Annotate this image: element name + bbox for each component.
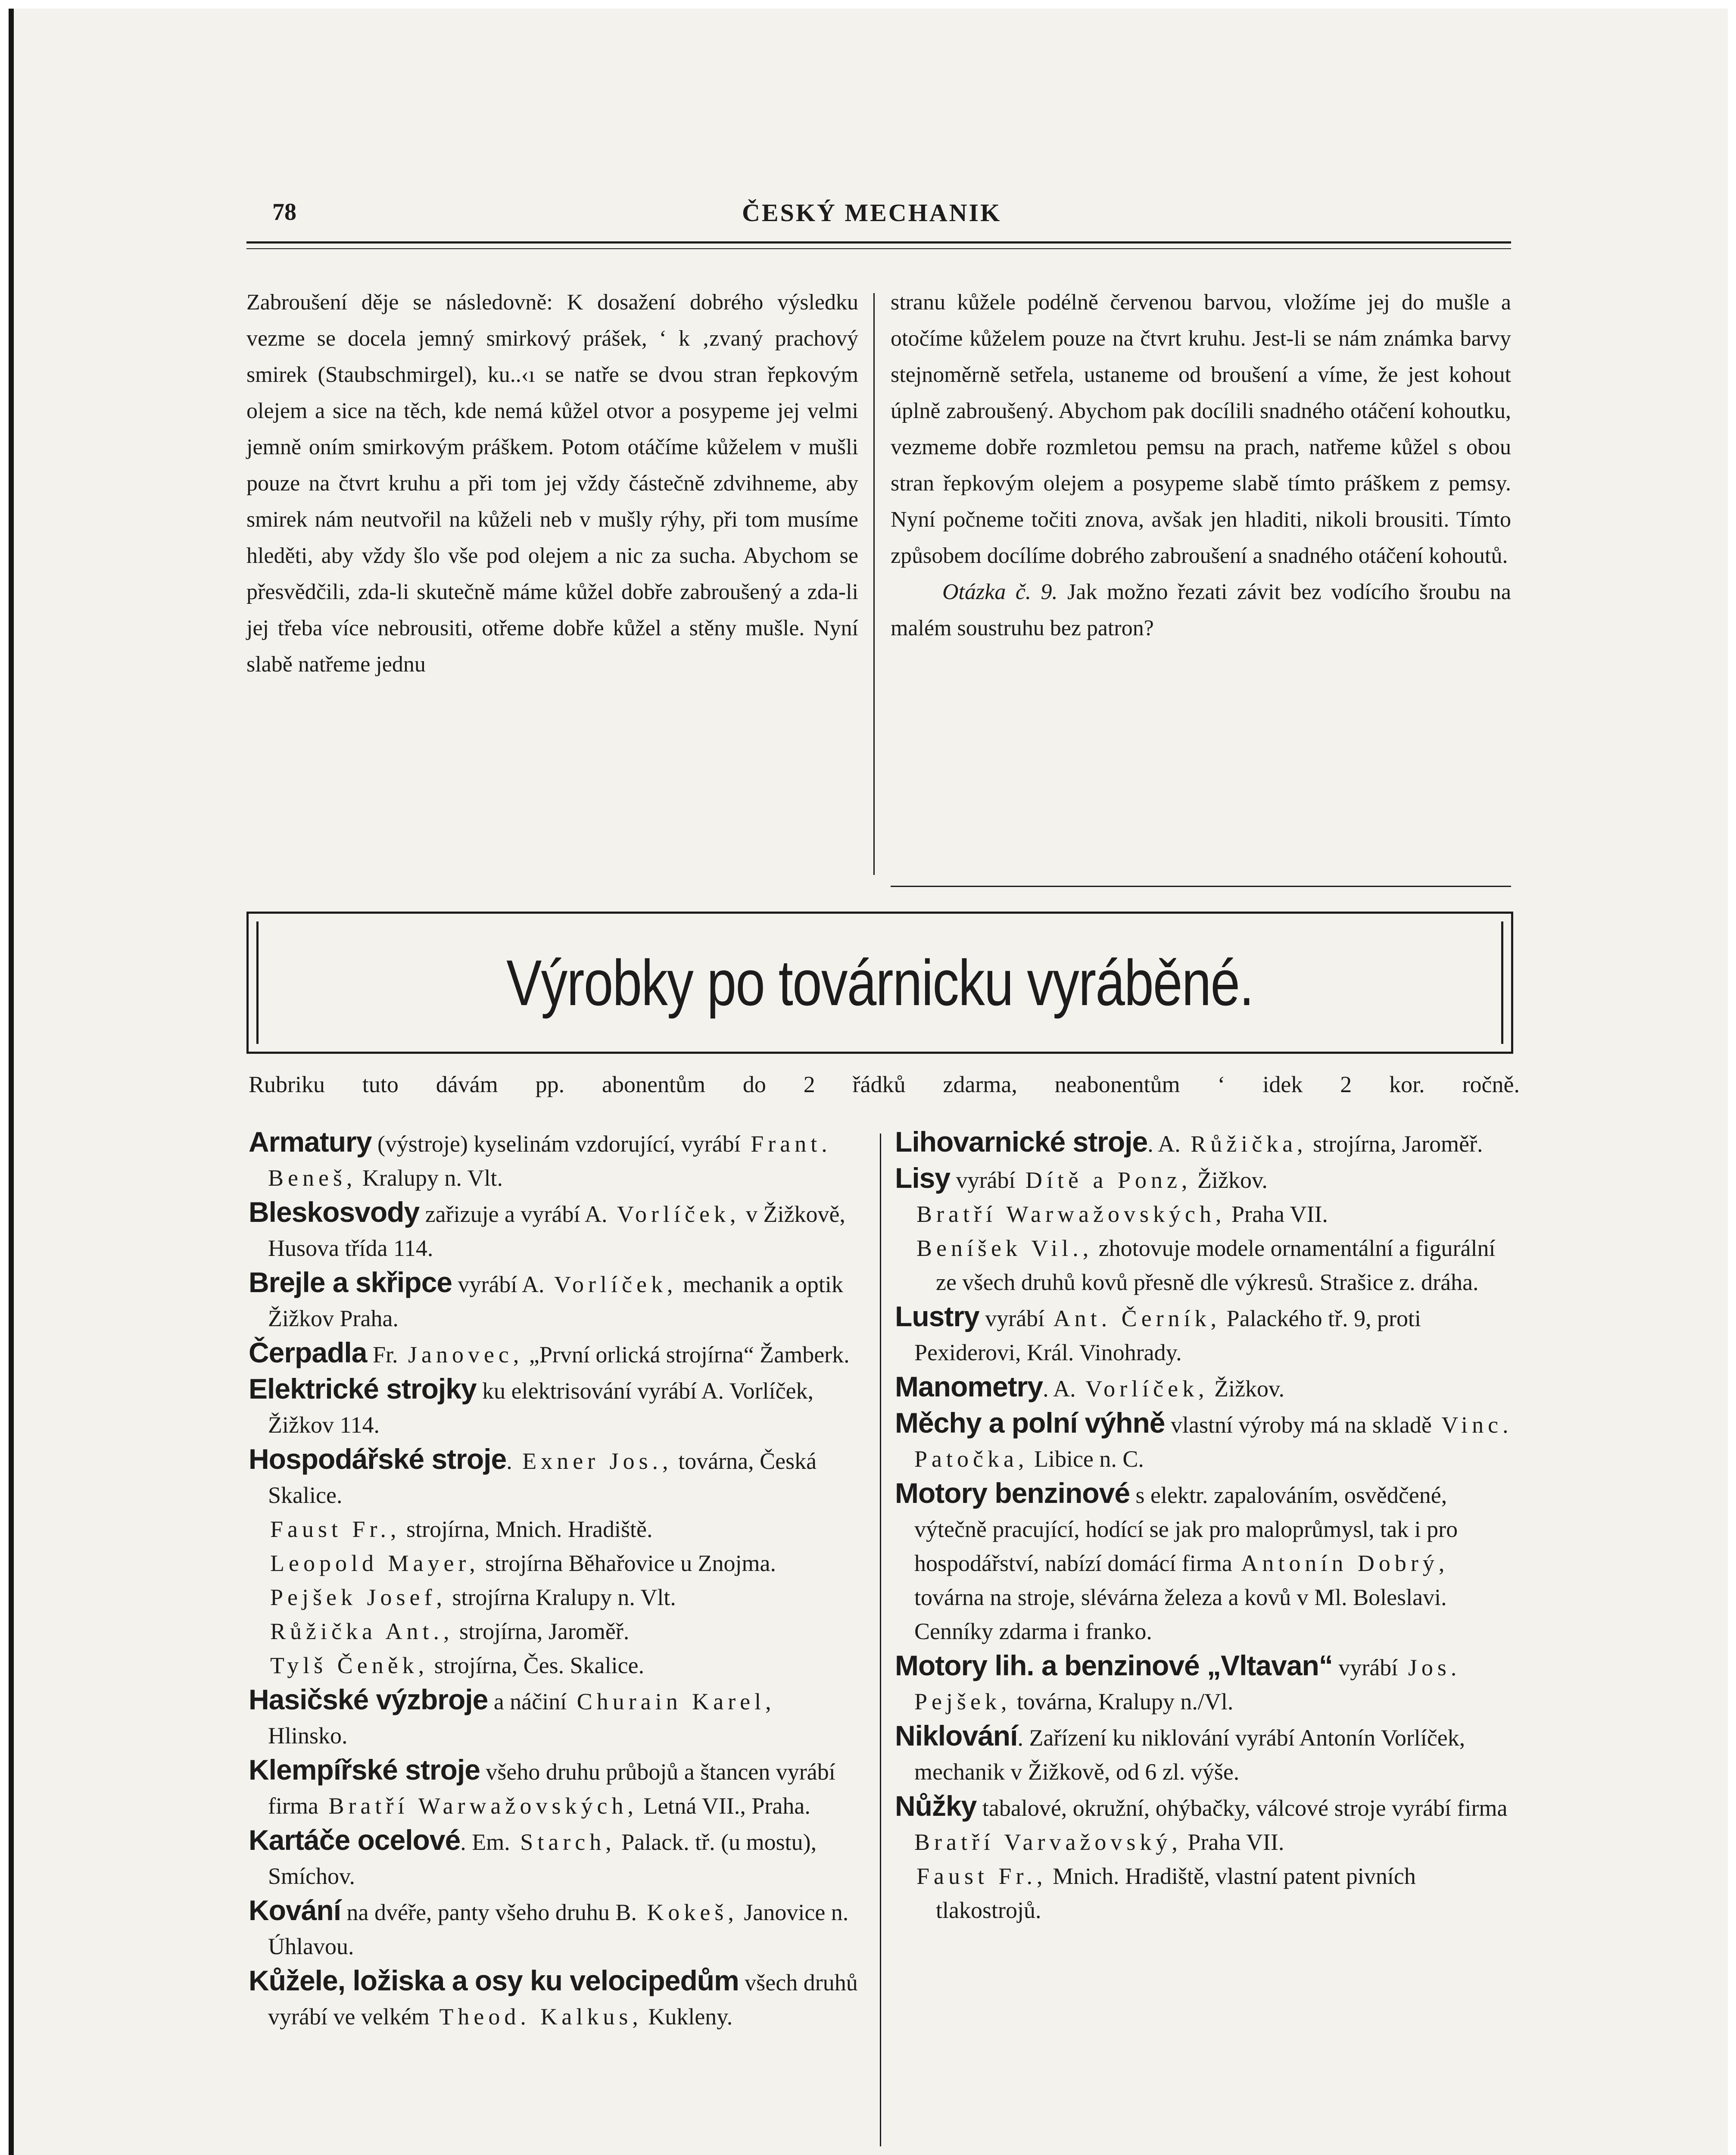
entry-text: vyrábí (1332, 1655, 1398, 1680)
entry-text: všech druhů vyrábí ve velkém (268, 1970, 858, 2030)
directory-entry (249, 1683, 860, 1753)
entry-keyword: Čerpadla (249, 1337, 367, 1368)
column-divider (873, 293, 875, 875)
entry-text: zařizuje a vyrábí A. (419, 1201, 608, 1227)
article-end-rule (891, 886, 1511, 887)
directory-entry (895, 1299, 1515, 1370)
rubrika-note: Rubriku tuto dávám pp. abonentům do 2 řádků zdarma, neabonentům ‘ idek 2 kor. ročně. (249, 1071, 1520, 1097)
entry-text: ku elektrisování vyrábí A. Vorlíček, Žižkov 114. (268, 1378, 814, 1438)
entry-details: Janovice n. Úhlavou. (268, 1899, 849, 1959)
entry-text: . A. (1043, 1376, 1076, 1402)
entry-details: Mnich. Hradiště, vlastní patent pivních tlakostrojů. (936, 1863, 1416, 1923)
directory-entry (895, 1161, 1515, 1197)
article-left-column (246, 284, 858, 683)
entry-firm: Exner Jos., (512, 1448, 673, 1474)
entry-keyword: Lisy (895, 1162, 951, 1194)
entry-firm: Leopold Mayer, (270, 1550, 480, 1576)
entry-details: zhotovuje modele ornamentální a figurální ze všech druhů kovů přesně dle výkresů. Strašice z. dráha. (936, 1235, 1496, 1295)
entry-text: . A. (1147, 1131, 1181, 1157)
directory-entry (895, 1370, 1515, 1406)
article-right-text: stranu kůžele podélně červenou barvou, vložíme jej do mušle a otočíme kůželem pouze na čtvrt kruhu. Jest-li se nám známka barvy stejnoměrně setřela, ustaneme od broušení a víme, že jest kohout úplně zabroušený. Abychom pak docílili snadného otáčení kohoutku, vezmeme dobře rozmletou pemsu na prach, natřeme kůžel s obou stran řepkovým olejem a posypeme slabě tímto práškem z pemsy. Nyní počneme točiti znova, avšak jen hladiti, nikoli brousiti. Tímto způsobem docílíme dobrého zabroušení a snadného otáčení kohoutů. (891, 290, 1511, 568)
question (891, 574, 1511, 646)
entry-keyword: Nůžky (895, 1790, 977, 1822)
entry-keyword: Kování (249, 1894, 341, 1926)
entry-firm: Vorlíček, (1075, 1376, 1209, 1402)
entry-details: továrna, Česká Skalice. (268, 1448, 817, 1508)
entry-firm: Vorlíček, (607, 1201, 740, 1227)
entry-firm: Vinc. Patočka, (914, 1412, 1513, 1472)
entry-text: vlastní výroby má na skladě (1165, 1412, 1432, 1438)
entry-keyword: Motory benzinové (895, 1477, 1130, 1509)
entry-text: . (506, 1448, 512, 1474)
entry-firm: Ant. Černík, (1044, 1305, 1221, 1331)
entry-details: strojírna, Mnich. Hradiště. (400, 1516, 653, 1542)
directory-entry (249, 1336, 860, 1372)
directory-entry (249, 1265, 860, 1336)
entry-details: továrna, Kralupy n./Vl. (1011, 1689, 1234, 1715)
directory-entry (895, 1197, 1515, 1231)
entry-text: a náčiní (488, 1689, 567, 1715)
entry-details: Palack. tř. (u mostu), Smíchov. (268, 1829, 817, 1889)
entry-firm: Bratří Warwažovských, (318, 1793, 638, 1819)
section-banner (246, 912, 1513, 1054)
directory-entry (895, 1476, 1515, 1649)
entry-keyword: Hasičské výzbroje (249, 1683, 488, 1715)
entry-details: strojírna, Čes. Skalice. (428, 1652, 645, 1678)
directory-entry (249, 1546, 860, 1580)
directory-left-column (249, 1125, 860, 2034)
entry-keyword: Měchy a polní výhně (895, 1407, 1165, 1439)
entry-keyword: Manometry (895, 1371, 1043, 1402)
entry-text: . Zařízení ku niklování vyrábí Antonín Vorlíček, mechanik v Žižkově, od 6 zl. výše. (914, 1725, 1465, 1785)
entry-firm: Růžička Ant., (270, 1618, 454, 1644)
directory-entry (895, 1789, 1515, 1859)
entry-details: v Žižkově, Husova třída 114. (268, 1201, 845, 1261)
entry-details: strojírna, Jaroměř. (1307, 1131, 1483, 1157)
directory-divider (880, 1134, 881, 2146)
page-number: 78 (272, 199, 296, 225)
entry-text: Fr. (367, 1342, 398, 1368)
directory-entry (249, 1893, 860, 1964)
entry-details: Praha VII. (1225, 1201, 1328, 1227)
entry-keyword: Kůžele, ložiska a osy ku velocipedům (249, 1964, 739, 1996)
directory-entry (895, 1859, 1515, 1927)
entry-details: Libice n. C. (1028, 1446, 1144, 1472)
entry-details: Žižkov. (1208, 1376, 1285, 1402)
entry-text: vyrábí A. (452, 1271, 545, 1297)
entry-keyword: Bleskosvody (249, 1196, 420, 1228)
entry-details: Praha VII. (1181, 1829, 1284, 1855)
entry-firm: Vorlíček, (544, 1271, 677, 1297)
entry-details: Palackého tř. 9, proti Pexiderovi, Král. Vinohrady. (914, 1305, 1421, 1365)
entry-details: Letná VII., Praha. (637, 1793, 810, 1819)
entry-details: Kralupy n. Vlt. (356, 1165, 503, 1191)
directory-entry (249, 1512, 860, 1546)
question-label: Otázka č. 9. (942, 580, 1058, 604)
entry-firm: Kokeš, (636, 1899, 738, 1925)
section-banner-inner (256, 921, 1503, 1044)
entry-details: Hlinsko. (268, 1723, 348, 1749)
entry-text: (výstroje) kyselinám vzdorující, vyrábí (371, 1131, 741, 1157)
entry-keyword: Kartáče ocelové (249, 1824, 461, 1856)
entry-firm: Faust Fr., (270, 1516, 401, 1542)
article-right-column (891, 284, 1511, 646)
directory-entry (249, 1964, 860, 2034)
entry-text: tabalové, okružní, ohýbačky, válcové stroje vyrábí firma (976, 1795, 1508, 1821)
question-text: Jak možno řezati závit bez vodícího šroubu na malém soustruhu bez patron? (891, 580, 1511, 640)
directory-entry (895, 1231, 1515, 1299)
entry-firm: Pejšek Josef, (270, 1584, 446, 1610)
entry-firm: Theod. Kalkus, (429, 2004, 642, 2030)
section-title: Výrobky po továrnicku vyráběné. (506, 946, 1253, 1019)
entry-firm: Frant. Beneš, (268, 1131, 832, 1191)
entry-keyword: Klempířské stroje (249, 1754, 480, 1786)
entry-text: vyrábí (979, 1305, 1045, 1331)
entry-text: vyrábí (950, 1167, 1016, 1193)
directory-entry (249, 1372, 860, 1442)
entry-firm: Dítě a Ponz, (1015, 1167, 1192, 1193)
entry-details: továrna na stroje, slévárna železa a kovů v Ml. Boleslavi. Cenníky zdarma i franko. (914, 1584, 1447, 1644)
entry-firm: Jos. Pejšek, (914, 1655, 1461, 1715)
directory-entry (249, 1580, 860, 1615)
journal-title: ČESKÝ MECHANIK (742, 199, 1002, 227)
entry-keyword: Armatury (249, 1126, 372, 1158)
entry-keyword: Lustry (895, 1300, 979, 1332)
directory-entry (895, 1649, 1515, 1719)
entry-firm: Faust Fr., (916, 1863, 1047, 1889)
entry-details: strojírna, Jaroměř. (453, 1618, 630, 1644)
header-rule-bottom (246, 248, 1511, 249)
entry-text: všeho druhu průbojů a štancen vyrábí firma (268, 1759, 835, 1819)
entry-firm: Starch, (510, 1829, 616, 1855)
entry-firm: Tylš Čeněk, (270, 1652, 429, 1678)
entry-firm: Bratří Varvažovský, (914, 1829, 1182, 1855)
entry-firm: Antonín Dobrý, (1232, 1550, 1449, 1576)
entry-keyword: Elektrické strojky (249, 1373, 477, 1405)
entry-keyword: Motory lih. a benzinové „Vltavan“ (895, 1649, 1333, 1681)
entry-text: s elektr. zapalováním, osvědčené, výtečně pracující, hodící se jak pro maloprůmysl, tak i pro hospodářství, nabízí domácí firma (914, 1482, 1458, 1576)
directory-entry (249, 1649, 860, 1683)
entry-details: strojírna Běhařovice u Znojma. (479, 1550, 776, 1576)
directory-entry (249, 1615, 860, 1649)
entry-text: . Em. (460, 1829, 510, 1855)
article-left-text: Zabroušení děje se následovně: K dosažení dobrého výsledku vezme se docela jemný smirkový prášek, ‘ k ‚zvaný prachový smirek (Staubschmirgel), ku..‹ı se natře se dvou stran řepkovým olejem a sice na těch, kde nemá kůžel otvor a posypeme jej velmi jemně oním smirkovým práškem. Potom otáčíme kůželem v mušli pouze na čtvrt kruhu a při tom jej vždy částečně zdvihneme, aby smirek nám neutvořil na kůželi neb v mušly rýhy, při tom musíme hleděti, aby vždy šlo vše pod olejem a nic za sucha. Abychom se přesvědčili, zda-li skutečně máme kůžel dobře zabroušený a zda-li jej třeba více nebrousiti, otřeme dobře kůžel a stěny mušle. Nyní slabě natřeme jednu (246, 290, 858, 677)
directory-entry (249, 1125, 860, 1195)
entry-details: strojírna Kralupy n. Vlt. (446, 1584, 676, 1610)
header-rule-top (246, 241, 1511, 244)
entry-text: na dvéře, panty všeho druhu B. (341, 1899, 637, 1925)
entry-details: „První orlická strojírna“ Žamberk. (523, 1342, 850, 1368)
entry-keyword: Lihovarnické stroje (895, 1126, 1148, 1158)
directory-entry (249, 1823, 860, 1893)
entry-keyword: Niklování (895, 1720, 1018, 1752)
directory-entry (249, 1753, 860, 1823)
entry-firm: Bratří Warwažovských, (916, 1201, 1226, 1227)
directory-entry (895, 1125, 1515, 1161)
directory-entry (249, 1195, 860, 1265)
entry-firm: Janovec, (398, 1342, 524, 1368)
entry-firm: Beníšek Vil., (916, 1235, 1093, 1261)
entry-firm: Churain Karel, (567, 1689, 776, 1715)
directory-entry (249, 1442, 860, 1512)
entry-firm: Růžička, (1180, 1131, 1307, 1157)
entry-keyword: Hospodářské stroje (249, 1443, 507, 1475)
directory-entry (895, 1719, 1515, 1789)
directory-entry (895, 1406, 1515, 1476)
entry-details: Kukleny. (642, 2004, 733, 2030)
page (9, 9, 1728, 2155)
directory-right-column (895, 1125, 1515, 1927)
entry-keyword: Brejle a skřipce (249, 1266, 452, 1298)
entry-details: Žižkov. (1191, 1167, 1268, 1193)
entry-details: mechanik a optik Žižkov Praha. (268, 1271, 843, 1331)
